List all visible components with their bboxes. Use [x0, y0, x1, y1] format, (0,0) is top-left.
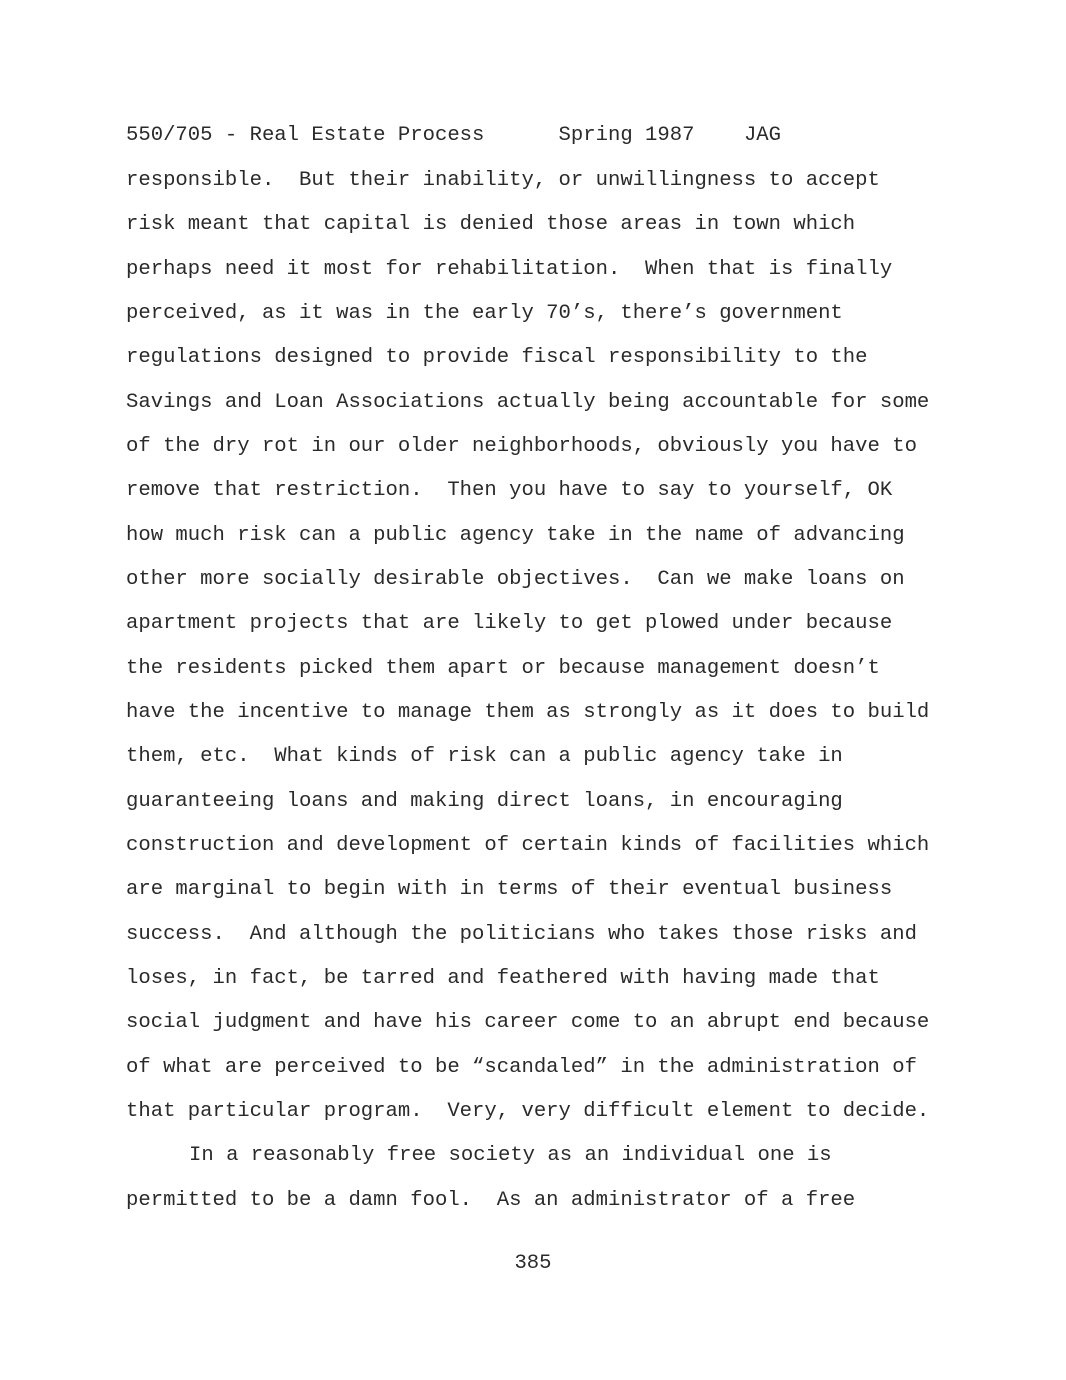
text-line: have the incentive to manage them as strongly as it does to build [126, 701, 930, 724]
text-line: Savings and Loan Associations actually being accountable for some [126, 391, 930, 414]
text-line: construction and development of certain kinds of facilities which [126, 834, 930, 857]
text-line: risk meant that capital is denied those areas in town which [126, 213, 856, 236]
text-line: perceived, as it was in the early 70’s, there’s government [126, 302, 843, 325]
text-line: perhaps need it most for rehabilitation. When that is finally [126, 258, 893, 281]
text-line: of what are perceived to be “scandaled” in the administration of [126, 1056, 917, 1079]
author-initials: JAG [743, 124, 782, 147]
text-line: them, etc. What kinds of risk can a public agency take in [126, 745, 843, 768]
text-line: that particular program. Very, very difficult element to decide. [126, 1100, 930, 1123]
running-header [126, 124, 781, 148]
text-line: regulations designed to provide fiscal responsibility to the [126, 346, 868, 369]
paragraph-first-line: In a reasonably free society as an individual one is [189, 1144, 832, 1167]
course-title: 550/705 - Real Estate Process [126, 124, 485, 147]
text-line: responsible. But their inability, or unwillingness to accept [126, 169, 880, 192]
text-line: success. And although the politicians who takes those risks and [126, 923, 917, 946]
text-line: the residents picked them apart or because management doesn’t [126, 657, 880, 680]
text-line: other more socially desirable objectives. Can we make loans on [126, 568, 905, 591]
text-line: guaranteeing loans and making direct loans, in encouraging [126, 790, 843, 813]
text-line: of the dry rot in our older neighborhoods, obviously you have to [126, 435, 917, 458]
page-number: 385 [514, 1252, 552, 1275]
text-line: permitted to be a damn fool. As an administrator of a free [126, 1189, 856, 1212]
text-line: loses, in fact, be tarred and feathered with having made that [126, 967, 880, 990]
term: Spring 1987 [558, 124, 695, 147]
text-line: social judgment and have his career come to an abrupt end because [126, 1011, 930, 1034]
text-line: how much risk can a public agency take in the name of advancing [126, 524, 905, 547]
text-line: remove that restriction. Then you have to say to yourself, OK [126, 479, 893, 502]
text-line: are marginal to begin with in terms of their eventual business [126, 878, 893, 901]
text-line: apartment projects that are likely to get plowed under because [126, 612, 893, 635]
